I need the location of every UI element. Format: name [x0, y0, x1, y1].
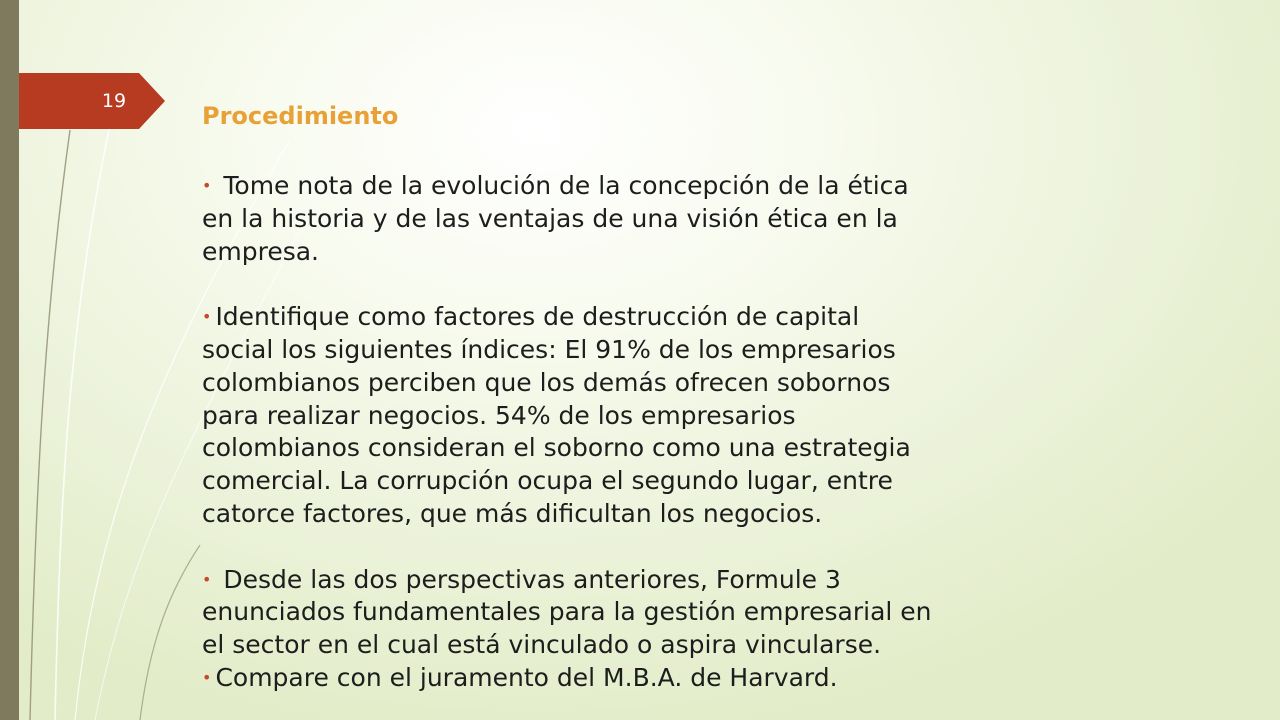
bullet-item [202, 301, 1252, 531]
slide-number-badge [19, 73, 165, 129]
bullet-text: el sector en el cual está vinculado o aspira vincularse. [202, 630, 882, 660]
bullet-marker: • [202, 569, 212, 589]
bullet-text: empresa. [202, 236, 320, 266]
decorative-curve [30, 130, 70, 720]
bullet-text: enunciados fundamentales para la gestión empresarial en [202, 597, 932, 627]
bullet-text: colombianos consideran el soborno como una estrategia [202, 433, 911, 463]
slide-number: 19 [101, 90, 127, 112]
bullet-marker: • [202, 176, 212, 195]
slide-body [202, 170, 1252, 695]
bullet-text: para realizar negocios. 54% de los empresarios [202, 400, 796, 430]
bullet-text: Identifique como factores de destrucción de capital [215, 302, 860, 332]
decorative-curve [55, 80, 120, 720]
slide-title: Procedimiento [202, 102, 399, 130]
bullet-text: comercial. La corrupción ocupa el segundo lugar, entre [202, 466, 893, 496]
bullet-text: colombianos perciben que los demás ofrecen sobornos [202, 367, 891, 397]
bullet-marker: • [202, 307, 212, 327]
bullet-text: Tome nota de la evolución de la concepción de la ética [223, 171, 909, 200]
bullet-marker: • [202, 667, 212, 687]
bullet-text: catorce factores, que más dificultan los negocios. [202, 498, 823, 528]
bullet-text: en la historia y de las ventajas de una visión ética en la [202, 203, 898, 233]
bullet-text: social los siguientes índices: El 91% de los empresarios [202, 334, 896, 364]
bullet-text: Compare con el juramento del M.B.A. de Harvard. [215, 662, 838, 692]
bullet-item [202, 662, 1252, 695]
bullet-text: Desde las dos perspectivas anteriores, Formule 3 [223, 564, 841, 594]
decorative-curve [140, 545, 200, 720]
bullet-item [202, 170, 1252, 268]
bullet-item [202, 564, 1252, 662]
